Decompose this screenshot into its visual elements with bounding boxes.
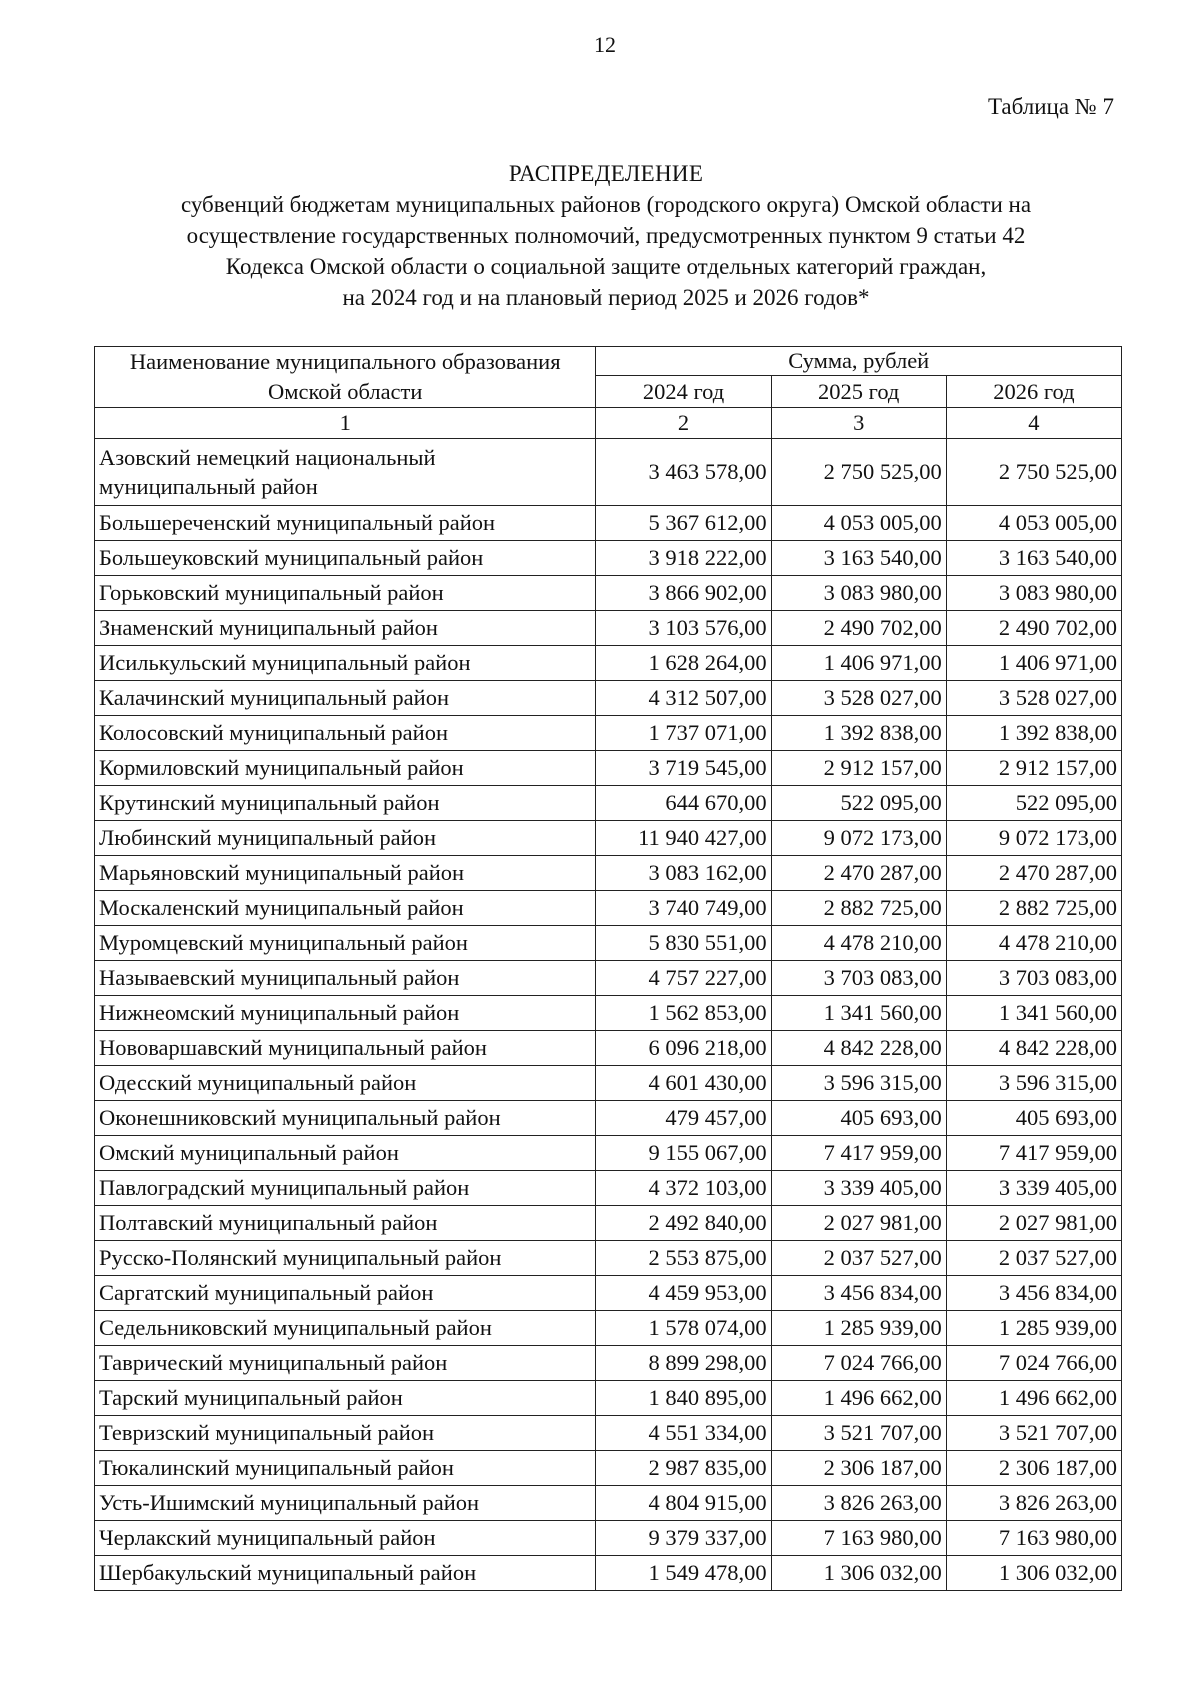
amount-2026: 7 417 959,00 bbox=[946, 1136, 1121, 1171]
header-year-2024: 2024 год bbox=[596, 376, 771, 408]
amount-2026: 1 392 838,00 bbox=[946, 716, 1121, 751]
municipality-name: Исилькульский муниципальный район bbox=[95, 646, 596, 681]
table-row bbox=[95, 1486, 1122, 1521]
municipality-name: Колосовский муниципальный район bbox=[95, 716, 596, 751]
column-number: 3 bbox=[771, 408, 946, 439]
municipality-name: Любинский муниципальный район bbox=[95, 821, 596, 856]
amount-2025: 3 339 405,00 bbox=[771, 1171, 946, 1206]
municipality-name: Седельниковский муниципальный район bbox=[95, 1311, 596, 1346]
municipality-name: Усть-Ишимский муниципальный район bbox=[95, 1486, 596, 1521]
heading-line: на 2024 год и на плановый период 2025 и 2026 годов* bbox=[342, 285, 870, 310]
municipality-name: Муромцевский муниципальный район bbox=[95, 926, 596, 961]
municipality-name: Черлакский муниципальный район bbox=[95, 1521, 596, 1556]
amount-2024: 5 367 612,00 bbox=[596, 506, 771, 541]
municipality-name: Называевский муниципальный район bbox=[95, 961, 596, 996]
amount-2025: 2 470 287,00 bbox=[771, 856, 946, 891]
amount-2024: 2 987 835,00 bbox=[596, 1451, 771, 1486]
column-number: 1 bbox=[95, 408, 596, 439]
table-row bbox=[95, 1451, 1122, 1486]
amount-2025: 4 053 005,00 bbox=[771, 506, 946, 541]
amount-2025: 1 406 971,00 bbox=[771, 646, 946, 681]
table-row bbox=[95, 821, 1122, 856]
amount-2024: 1 840 895,00 bbox=[596, 1381, 771, 1416]
municipality-name: Шербакульский муниципальный район bbox=[95, 1556, 596, 1591]
amount-2026: 1 306 032,00 bbox=[946, 1556, 1121, 1591]
table-row bbox=[95, 1416, 1122, 1451]
municipality-name: Горьковский муниципальный район bbox=[95, 576, 596, 611]
amount-2024: 2 492 840,00 bbox=[596, 1206, 771, 1241]
table-row bbox=[95, 1521, 1122, 1556]
amount-2025: 2 750 525,00 bbox=[771, 439, 946, 506]
column-number: 4 bbox=[946, 408, 1121, 439]
table-row bbox=[95, 576, 1122, 611]
amount-2024: 1 562 853,00 bbox=[596, 996, 771, 1031]
amount-2025: 3 596 315,00 bbox=[771, 1066, 946, 1101]
table-row bbox=[95, 891, 1122, 926]
table-row bbox=[95, 1276, 1122, 1311]
amount-2025: 3 163 540,00 bbox=[771, 541, 946, 576]
amount-2025: 3 521 707,00 bbox=[771, 1416, 946, 1451]
table-row bbox=[95, 611, 1122, 646]
municipality-name: Калачинский муниципальный район bbox=[95, 681, 596, 716]
amount-2024: 644 670,00 bbox=[596, 786, 771, 821]
amount-2025: 405 693,00 bbox=[771, 1101, 946, 1136]
amount-2024: 6 096 218,00 bbox=[596, 1031, 771, 1066]
amount-2026: 1 341 560,00 bbox=[946, 996, 1121, 1031]
amount-2025: 3 528 027,00 bbox=[771, 681, 946, 716]
amount-2024: 4 757 227,00 bbox=[596, 961, 771, 996]
header-year-2025: 2025 год bbox=[771, 376, 946, 408]
amount-2024: 9 155 067,00 bbox=[596, 1136, 771, 1171]
amount-2026: 3 596 315,00 bbox=[946, 1066, 1121, 1101]
heading-line: субвенций бюджетам муниципальных районов (городского округа) Омской области на bbox=[180, 192, 1032, 217]
table-row bbox=[95, 1136, 1122, 1171]
amount-2024: 1 549 478,00 bbox=[596, 1556, 771, 1591]
page-number: 12 bbox=[594, 32, 616, 57]
amount-2026: 3 339 405,00 bbox=[946, 1171, 1121, 1206]
table-row bbox=[95, 1241, 1122, 1276]
header-sum: Сумма, рублей bbox=[596, 347, 1122, 376]
table-row bbox=[95, 1311, 1122, 1346]
amount-2026: 2 027 981,00 bbox=[946, 1206, 1121, 1241]
table-row bbox=[95, 926, 1122, 961]
heading-title: РАСПРЕДЕЛЕНИЕ bbox=[508, 161, 704, 186]
municipality-name: Саргатский муниципальный район bbox=[95, 1276, 596, 1311]
table-row bbox=[95, 856, 1122, 891]
amount-2024: 3 463 578,00 bbox=[596, 439, 771, 506]
table-row bbox=[95, 1206, 1122, 1241]
amount-2026: 7 024 766,00 bbox=[946, 1346, 1121, 1381]
amount-2025: 2 882 725,00 bbox=[771, 891, 946, 926]
column-number: 2 bbox=[596, 408, 771, 439]
amount-2024: 4 372 103,00 bbox=[596, 1171, 771, 1206]
amount-2024: 3 103 576,00 bbox=[596, 611, 771, 646]
amount-2025: 2 027 981,00 bbox=[771, 1206, 946, 1241]
amount-2025: 2 306 187,00 bbox=[771, 1451, 946, 1486]
amount-2026: 2 490 702,00 bbox=[946, 611, 1121, 646]
amount-2024: 2 553 875,00 bbox=[596, 1241, 771, 1276]
amount-2026: 2 037 527,00 bbox=[946, 1241, 1121, 1276]
municipality-name: Одесский муниципальный район bbox=[95, 1066, 596, 1101]
amount-2026: 7 163 980,00 bbox=[946, 1521, 1121, 1556]
table-row bbox=[95, 1381, 1122, 1416]
municipality-name: Кормиловский муниципальный район bbox=[95, 751, 596, 786]
municipality-name: Большеуковский муниципальный район bbox=[95, 541, 596, 576]
amount-2025: 4 478 210,00 bbox=[771, 926, 946, 961]
municipality-name: Большереченский муниципальный район bbox=[95, 506, 596, 541]
amount-2024: 1 578 074,00 bbox=[596, 1311, 771, 1346]
table-row bbox=[95, 646, 1122, 681]
municipality-name: Тарский муниципальный район bbox=[95, 1381, 596, 1416]
amount-2026: 1 496 662,00 bbox=[946, 1381, 1121, 1416]
amount-2025: 3 703 083,00 bbox=[771, 961, 946, 996]
table-row bbox=[95, 681, 1122, 716]
table-body bbox=[95, 439, 1122, 1591]
amount-2025: 4 842 228,00 bbox=[771, 1031, 946, 1066]
amount-2026: 3 528 027,00 bbox=[946, 681, 1121, 716]
amount-2024: 5 830 551,00 bbox=[596, 926, 771, 961]
amount-2026: 4 053 005,00 bbox=[946, 506, 1121, 541]
table-row bbox=[95, 1066, 1122, 1101]
table-row bbox=[95, 716, 1122, 751]
distribution-table bbox=[94, 346, 1122, 1591]
municipality-name: Омский муниципальный район bbox=[95, 1136, 596, 1171]
municipality-name: Полтавский муниципальный район bbox=[95, 1206, 596, 1241]
table-row bbox=[95, 1031, 1122, 1066]
table-row bbox=[95, 439, 1122, 506]
amount-2026: 9 072 173,00 bbox=[946, 821, 1121, 856]
amount-2025: 3 083 980,00 bbox=[771, 576, 946, 611]
amount-2025: 2 912 157,00 bbox=[771, 751, 946, 786]
amount-2024: 4 804 915,00 bbox=[596, 1486, 771, 1521]
amount-2025: 1 341 560,00 bbox=[771, 996, 946, 1031]
amount-2024: 4 459 953,00 bbox=[596, 1276, 771, 1311]
amount-2024: 8 899 298,00 bbox=[596, 1346, 771, 1381]
amount-2026: 4 842 228,00 bbox=[946, 1031, 1121, 1066]
table-row bbox=[95, 1171, 1122, 1206]
amount-2025: 1 306 032,00 bbox=[771, 1556, 946, 1591]
municipality-name: Таврический муниципальный район bbox=[95, 1346, 596, 1381]
heading-line: Кодекса Омской области о социальной защите отдельных категорий граждан, bbox=[225, 254, 987, 279]
municipality-name: Тевризский муниципальный район bbox=[95, 1416, 596, 1451]
amount-2026: 522 095,00 bbox=[946, 786, 1121, 821]
amount-2026: 1 406 971,00 bbox=[946, 646, 1121, 681]
municipality-name: Азовский немецкий национальный муниципальный район bbox=[95, 439, 596, 506]
amount-2024: 1 628 264,00 bbox=[596, 646, 771, 681]
municipality-name: Павлоградский муниципальный район bbox=[95, 1171, 596, 1206]
amount-2024: 4 312 507,00 bbox=[596, 681, 771, 716]
municipality-name: Марьяновский муниципальный район bbox=[95, 856, 596, 891]
table-row bbox=[95, 961, 1122, 996]
municipality-name: Русско-Полянский муниципальный район bbox=[95, 1241, 596, 1276]
amount-2024: 4 551 334,00 bbox=[596, 1416, 771, 1451]
amount-2025: 7 417 959,00 bbox=[771, 1136, 946, 1171]
table-row bbox=[95, 541, 1122, 576]
amount-2026: 405 693,00 bbox=[946, 1101, 1121, 1136]
municipality-name: Оконешниковский муниципальный район bbox=[95, 1101, 596, 1136]
amount-2024: 3 719 545,00 bbox=[596, 751, 771, 786]
amount-2025: 522 095,00 bbox=[771, 786, 946, 821]
municipality-name: Нововаршавский муниципальный район bbox=[95, 1031, 596, 1066]
amount-2024: 3 083 162,00 bbox=[596, 856, 771, 891]
heading-line: осуществление государственных полномочий, предусмотренных пунктом 9 статьи 42 bbox=[186, 223, 1026, 248]
amount-2026: 2 306 187,00 bbox=[946, 1451, 1121, 1486]
amount-2024: 1 737 071,00 bbox=[596, 716, 771, 751]
amount-2026: 3 826 263,00 bbox=[946, 1486, 1121, 1521]
document-heading bbox=[90, 158, 1122, 313]
amount-2024: 479 457,00 bbox=[596, 1101, 771, 1136]
amount-2026: 3 163 540,00 bbox=[946, 541, 1121, 576]
amount-2026: 2 912 157,00 bbox=[946, 751, 1121, 786]
amount-2025: 7 163 980,00 bbox=[771, 1521, 946, 1556]
amount-2025: 7 024 766,00 bbox=[771, 1346, 946, 1381]
amount-2026: 3 083 980,00 bbox=[946, 576, 1121, 611]
amount-2024: 3 740 749,00 bbox=[596, 891, 771, 926]
municipality-name: Крутинский муниципальный район bbox=[95, 786, 596, 821]
amount-2024: 3 918 222,00 bbox=[596, 541, 771, 576]
amount-2025: 1 496 662,00 bbox=[771, 1381, 946, 1416]
table-row bbox=[95, 1346, 1122, 1381]
amount-2024: 11 940 427,00 bbox=[596, 821, 771, 856]
amount-2026: 3 521 707,00 bbox=[946, 1416, 1121, 1451]
table-row bbox=[95, 1101, 1122, 1136]
amount-2026: 1 285 939,00 bbox=[946, 1311, 1121, 1346]
amount-2025: 9 072 173,00 bbox=[771, 821, 946, 856]
municipality-name: Нижнеомский муниципальный район bbox=[95, 996, 596, 1031]
amount-2024: 9 379 337,00 bbox=[596, 1521, 771, 1556]
municipality-name: Тюкалинский муниципальный район bbox=[95, 1451, 596, 1486]
header-municipality: Наименование муниципального образования Омской области bbox=[95, 347, 596, 408]
amount-2024: 4 601 430,00 bbox=[596, 1066, 771, 1101]
municipality-name: Знаменский муниципальный район bbox=[95, 611, 596, 646]
amount-2025: 2 037 527,00 bbox=[771, 1241, 946, 1276]
amount-2024: 3 866 902,00 bbox=[596, 576, 771, 611]
header-year-2026: 2026 год bbox=[946, 376, 1121, 408]
amount-2026: 4 478 210,00 bbox=[946, 926, 1121, 961]
amount-2025: 1 392 838,00 bbox=[771, 716, 946, 751]
table-row bbox=[95, 786, 1122, 821]
amount-2025: 2 490 702,00 bbox=[771, 611, 946, 646]
amount-2025: 3 456 834,00 bbox=[771, 1276, 946, 1311]
table-row bbox=[95, 1556, 1122, 1591]
amount-2025: 1 285 939,00 bbox=[771, 1311, 946, 1346]
table-row bbox=[95, 506, 1122, 541]
amount-2026: 3 703 083,00 bbox=[946, 961, 1121, 996]
amount-2026: 2 470 287,00 bbox=[946, 856, 1121, 891]
amount-2026: 2 882 725,00 bbox=[946, 891, 1121, 926]
amount-2026: 2 750 525,00 bbox=[946, 439, 1121, 506]
municipality-name: Москаленский муниципальный район bbox=[95, 891, 596, 926]
table-row bbox=[95, 996, 1122, 1031]
table-row bbox=[95, 751, 1122, 786]
amount-2026: 3 456 834,00 bbox=[946, 1276, 1121, 1311]
table-label: Таблица № 7 bbox=[987, 94, 1114, 119]
amount-2025: 3 826 263,00 bbox=[771, 1486, 946, 1521]
